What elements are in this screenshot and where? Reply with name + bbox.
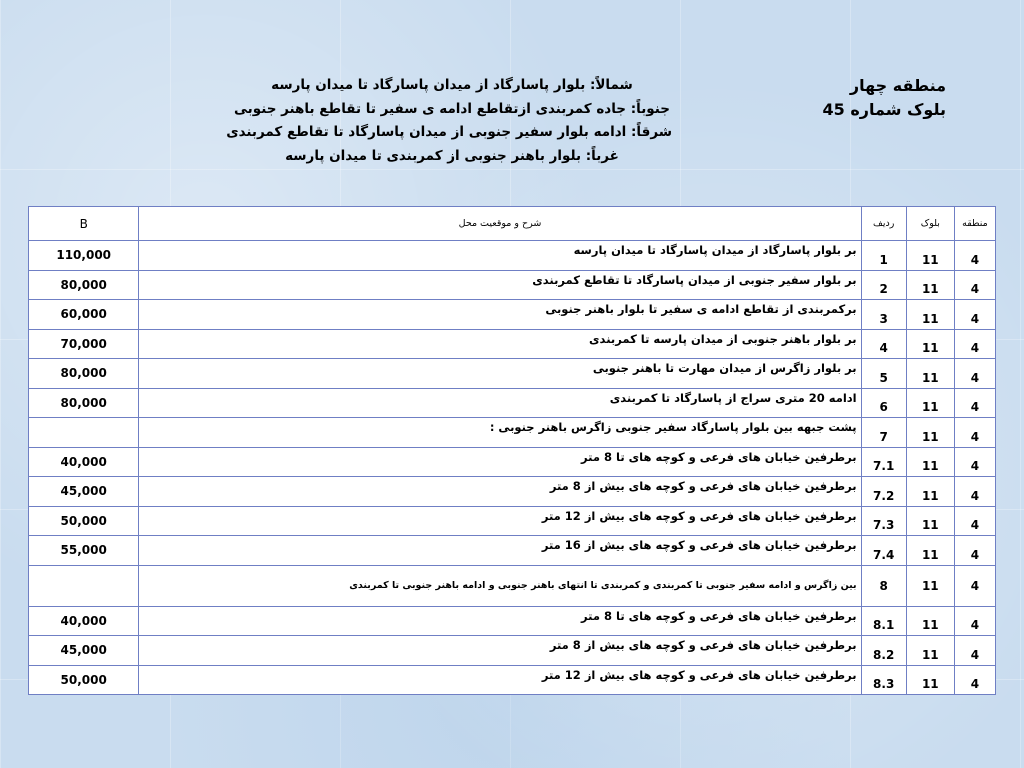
cell-block: 11 bbox=[906, 636, 954, 666]
cell-price: 45,000 bbox=[29, 477, 139, 507]
cell-price: 60,000 bbox=[29, 300, 139, 330]
cell-price: 50,000 bbox=[29, 665, 139, 695]
region-title bbox=[796, 74, 946, 122]
header-region: منطقه bbox=[954, 207, 995, 241]
cell-description: برطرفین خیابان های فرعی و کوچه های بیش از 12 متر bbox=[139, 665, 861, 695]
price-table bbox=[28, 206, 996, 695]
cell-region: 4 bbox=[954, 359, 995, 389]
cell-row-number: 8.1 bbox=[861, 606, 906, 636]
header-block: بلوک bbox=[906, 207, 954, 241]
cell-region: 4 bbox=[954, 506, 995, 536]
cell-description: بر بلوار سفیر جنوبی از میدان پاسارگاد تا تقاطع کمربندی bbox=[139, 270, 861, 300]
cell-row-number: 7.3 bbox=[861, 506, 906, 536]
cell-row-number: 7.2 bbox=[861, 477, 906, 507]
cell-region: 4 bbox=[954, 636, 995, 666]
cell-row-number: 1 bbox=[861, 241, 906, 271]
cell-block: 11 bbox=[906, 359, 954, 389]
cell-region: 4 bbox=[954, 241, 995, 271]
cell-row-number: 7.4 bbox=[861, 536, 906, 566]
cell-description: بر بلوار زاگرس از میدان مهارت تا باهنر جنوبی bbox=[139, 359, 861, 389]
cell-block: 11 bbox=[906, 270, 954, 300]
table-row bbox=[29, 270, 996, 300]
cell-row-number: 8.3 bbox=[861, 665, 906, 695]
table-row bbox=[29, 388, 996, 418]
cell-price bbox=[29, 418, 139, 448]
cell-row-number: 6 bbox=[861, 388, 906, 418]
cell-description: ادامه 20 متری سراج از پاسارگاد تا کمربندی bbox=[139, 388, 861, 418]
cell-block: 11 bbox=[906, 447, 954, 477]
table-row bbox=[29, 447, 996, 477]
cell-block: 11 bbox=[906, 477, 954, 507]
cell-description: برطرفین خیابان های فرعی و کوچه های بیش از 12 متر bbox=[139, 506, 861, 536]
cell-row-number: 2 bbox=[861, 270, 906, 300]
cell-region: 4 bbox=[954, 536, 995, 566]
table-row bbox=[29, 418, 996, 448]
header-description: شرح و موقعیت محل bbox=[139, 207, 861, 241]
cell-region: 4 bbox=[954, 565, 995, 606]
cell-region: 4 bbox=[954, 388, 995, 418]
cell-description: برطرفین خیابان های فرعی و کوچه های بیش از 16 متر bbox=[139, 536, 861, 566]
cell-price: 45,000 bbox=[29, 636, 139, 666]
cell-price: 70,000 bbox=[29, 329, 139, 359]
cell-region: 4 bbox=[954, 300, 995, 330]
table-row bbox=[29, 606, 996, 636]
cell-block: 11 bbox=[906, 565, 954, 606]
cell-row-number: 5 bbox=[861, 359, 906, 389]
region-name: منطقه چهار bbox=[849, 76, 946, 95]
cell-price bbox=[29, 565, 139, 606]
table-row bbox=[29, 565, 996, 606]
boundary-west: غرباً: بلوار باهنر جنوبی از کمربندی تا میدان پارسه bbox=[285, 147, 619, 164]
table-row bbox=[29, 329, 996, 359]
cell-price: 80,000 bbox=[29, 388, 139, 418]
header-price: B bbox=[29, 207, 139, 241]
table-header-row bbox=[29, 207, 996, 241]
cell-price: 50,000 bbox=[29, 506, 139, 536]
cell-block: 11 bbox=[906, 665, 954, 695]
table-row bbox=[29, 636, 996, 666]
cell-description: برطرفین خیابان های فرعی و کوچه های تا 8 متر bbox=[139, 447, 861, 477]
cell-price: 40,000 bbox=[29, 447, 139, 477]
boundary-south: جنوباً: جاده کمربندی ازتقاطع ادامه ی سفیر تا تقاطع باهنر جنوبی bbox=[234, 100, 670, 117]
cell-region: 4 bbox=[954, 418, 995, 448]
cell-description: برطرفین خیابان های فرعی و کوچه های تا 8 متر bbox=[139, 606, 861, 636]
cell-block: 11 bbox=[906, 329, 954, 359]
cell-region: 4 bbox=[954, 270, 995, 300]
cell-price: 40,000 bbox=[29, 606, 139, 636]
table-row bbox=[29, 665, 996, 695]
header-row: ردیف bbox=[861, 207, 906, 241]
block-boundaries bbox=[226, 74, 672, 168]
cell-block: 11 bbox=[906, 241, 954, 271]
cell-description: برطرفین خیابان های فرعی و کوچه های بیش از 8 متر bbox=[139, 636, 861, 666]
cell-row-number: 7 bbox=[861, 418, 906, 448]
cell-description: بر بلوار پاسارگاد از میدان پاسارگاد تا میدان پارسه bbox=[139, 241, 861, 271]
cell-price: 110,000 bbox=[29, 241, 139, 271]
cell-price: 55,000 bbox=[29, 536, 139, 566]
cell-block: 11 bbox=[906, 536, 954, 566]
boundary-east: شرقاً: ادامه بلوار سفیر جنوبی از میدان پاسارگاد تا تقاطع کمربندی bbox=[226, 124, 672, 140]
table-row bbox=[29, 536, 996, 566]
cell-region: 4 bbox=[954, 477, 995, 507]
block-number: بلوک شماره 45 bbox=[822, 100, 946, 119]
cell-description: برطرفین خیابان های فرعی و کوچه های بیش از 8 متر bbox=[139, 477, 861, 507]
cell-block: 11 bbox=[906, 418, 954, 448]
cell-row-number: 8.2 bbox=[861, 636, 906, 666]
cell-block: 11 bbox=[906, 388, 954, 418]
cell-price: 80,000 bbox=[29, 270, 139, 300]
cell-block: 11 bbox=[906, 606, 954, 636]
cell-row-number: 7.1 bbox=[861, 447, 906, 477]
table-row bbox=[29, 506, 996, 536]
cell-row-number: 4 bbox=[861, 329, 906, 359]
cell-price: 80,000 bbox=[29, 359, 139, 389]
cell-row-number: 8 bbox=[861, 565, 906, 606]
cell-region: 4 bbox=[954, 329, 995, 359]
cell-region: 4 bbox=[954, 606, 995, 636]
cell-block: 11 bbox=[906, 506, 954, 536]
cell-description: پشت جبهه بین بلوار پاسارگاد سفیر جنوبی زاگرس باهنر جنوبی : bbox=[139, 418, 861, 448]
cell-description: بین زاگرس و ادامه سفیر جنوبی تا کمربندی و کمربندی تا انتهای باهنر جنوبی و ادامه باهنر جنوبی تا کمربندی bbox=[139, 565, 861, 606]
table-row bbox=[29, 300, 996, 330]
cell-row-number: 3 bbox=[861, 300, 906, 330]
cell-region: 4 bbox=[954, 665, 995, 695]
boundary-north: شمالاً: بلوار پاسارگاد از میدان پاسارگاد تا میدان پارسه bbox=[271, 77, 633, 93]
table-row bbox=[29, 477, 996, 507]
cell-description: برکمربندی از تقاطع ادامه ی سفیر تا بلوار باهنر جنوبی bbox=[139, 300, 861, 330]
cell-block: 11 bbox=[906, 300, 954, 330]
table-row bbox=[29, 241, 996, 271]
table-row bbox=[29, 359, 996, 389]
cell-region: 4 bbox=[954, 447, 995, 477]
cell-description: بر بلوار باهنر جنوبی از میدان پارسه تا کمربندی bbox=[139, 329, 861, 359]
